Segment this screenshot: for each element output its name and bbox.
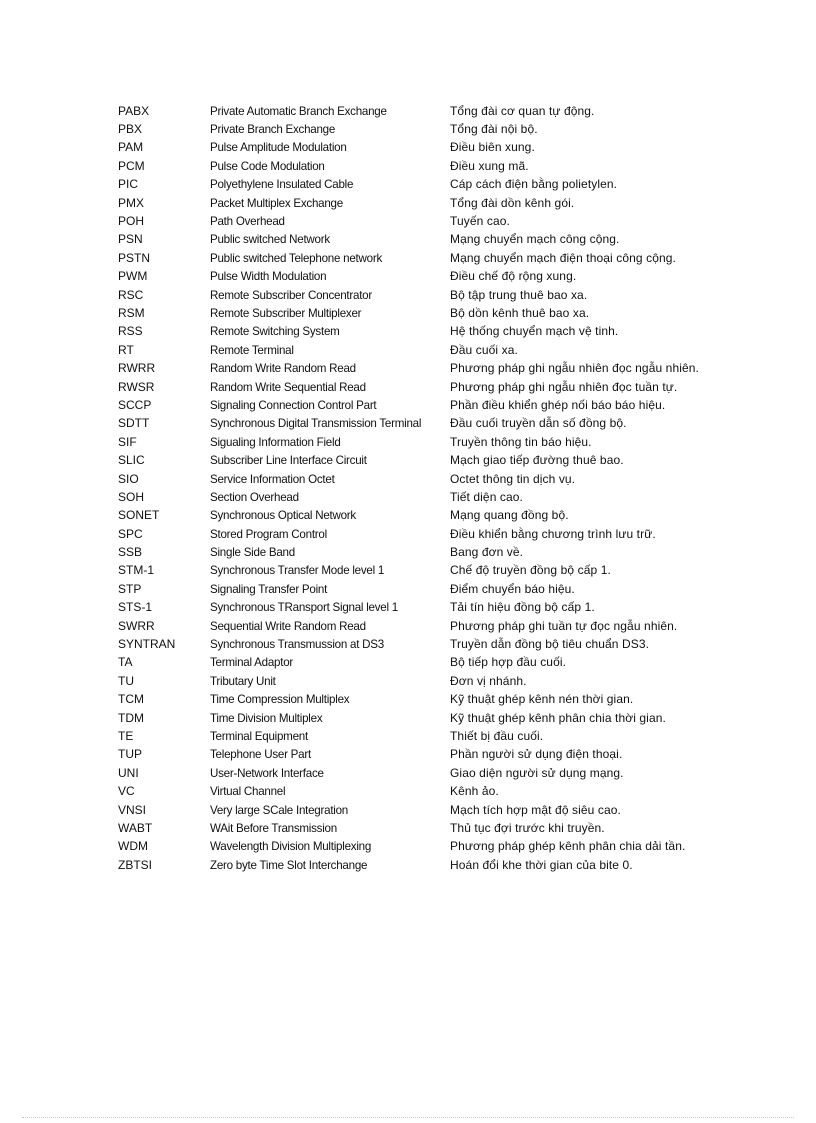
glossary-row	[118, 764, 710, 782]
abbreviation-cell: TUP	[118, 747, 142, 762]
footer-dotted-rule	[22, 1117, 794, 1118]
abbreviation-cell: VC	[118, 784, 135, 799]
full-term-cell: Pulse Code Modulation	[210, 159, 325, 173]
full-term-cell: Synchronous Transmussion at DS3	[210, 638, 384, 652]
glossary-row	[118, 543, 710, 561]
abbreviation-cell: STM-1	[118, 563, 154, 578]
glossary-row	[118, 525, 710, 543]
glossary-row	[118, 415, 710, 433]
abbreviation-cell: SLIC	[118, 453, 145, 468]
vietnamese-term-cell: Hoán đổi khe thời gian của bite 0.	[450, 857, 633, 872]
glossary-row	[118, 654, 710, 672]
abbreviation-cell: UNI	[118, 765, 139, 780]
full-term-cell: Synchronous TRansport Signal level 1	[210, 601, 398, 615]
full-term-cell: Random Write Sequential Read	[210, 380, 366, 394]
vietnamese-term-cell: Tải tín hiệu đồng bộ cấp 1.	[450, 600, 595, 615]
glossary-row	[118, 341, 710, 359]
abbreviation-cell: WABT	[118, 820, 153, 835]
full-term-cell: Subscriber Line Interface Circuit	[210, 454, 367, 468]
abbreviation-cell: SIF	[118, 434, 137, 449]
abbreviation-cell: SSB	[118, 545, 143, 560]
full-term-cell: Tributary Unit	[210, 674, 276, 688]
abbreviation-cell: TE	[118, 728, 134, 743]
abbreviation-cell: SDTT	[118, 416, 150, 431]
glossary-row	[118, 304, 710, 322]
full-term-cell: Section Overhead	[210, 490, 299, 504]
vietnamese-term-cell: Tuyến cao.	[450, 214, 510, 229]
vietnamese-term-cell: Đơn vị nhánh.	[450, 673, 527, 688]
abbreviation-cell: STP	[118, 581, 142, 596]
vietnamese-term-cell: Chế độ truyền đồng bộ cấp 1.	[450, 563, 611, 578]
vietnamese-term-cell: Đầu cuối xa.	[450, 342, 518, 357]
glossary-row	[118, 102, 710, 120]
glossary-row	[118, 507, 710, 525]
vietnamese-term-cell: Mạch giao tiếp đường thuê bao.	[450, 453, 624, 468]
glossary-row	[118, 139, 710, 157]
glossary-row	[118, 323, 710, 341]
full-term-cell: Stored Program Control	[210, 527, 327, 541]
vietnamese-term-cell: Phần điều khiển ghép nối báo báo hiệu.	[450, 397, 666, 412]
vietnamese-term-cell: Hệ thống chuyển mạch vệ tinh.	[450, 324, 619, 339]
abbreviation-cell: VNSI	[118, 802, 147, 817]
full-term-cell: Remote Terminal	[210, 343, 294, 357]
full-term-cell: Telephone User Part	[210, 748, 311, 762]
vietnamese-term-cell: Bang đơn về.	[450, 545, 524, 560]
full-term-cell: Remote Subscriber Concentrator	[210, 288, 372, 302]
full-term-cell: Terminal Adaptor	[210, 656, 293, 670]
glossary-row	[118, 782, 710, 800]
vietnamese-term-cell: Phương pháp ghi ngẫu nhiên đọc ngẫu nhiên.	[450, 361, 699, 376]
glossary-row	[118, 801, 710, 819]
vietnamese-term-cell: Thiết bị đầu cuối.	[450, 728, 544, 743]
vietnamese-term-cell: Kỹ thuật ghép kênh phân chia thời gian.	[450, 710, 666, 725]
full-term-cell: Signaling Transfer Point	[210, 582, 328, 596]
abbreviation-cell: TDM	[118, 710, 144, 725]
glossary-row	[118, 194, 710, 212]
glossary-row	[118, 819, 710, 837]
glossary-row	[118, 120, 710, 138]
vietnamese-term-cell: Truyền thông tin báo hiệu.	[450, 434, 592, 449]
abbreviation-cell: WDM	[118, 839, 148, 854]
glossary-body	[118, 102, 710, 874]
vietnamese-term-cell: Truyền dẫn đồng bộ tiêu chuẩn DS3.	[450, 637, 650, 652]
full-term-cell: Private Automatic Branch Exchange	[210, 104, 387, 118]
glossary-row	[118, 617, 710, 635]
full-term-cell: Sequential Write Random Read	[210, 619, 366, 633]
abbreviation-cell: TCM	[118, 692, 144, 707]
glossary-row	[118, 672, 710, 690]
vietnamese-term-cell: Điều chế độ rộng xung.	[450, 269, 577, 284]
vietnamese-term-cell: Mạng chuyển mạch công cộng.	[450, 232, 620, 247]
abbreviation-cell: RSC	[118, 287, 144, 302]
full-term-cell: User-Network Interface	[210, 766, 324, 780]
full-term-cell: Time Compression Multiplex	[210, 693, 350, 707]
full-term-cell: Pulse Amplitude Modulation	[210, 141, 347, 155]
full-term-cell: Remote Switching System	[210, 325, 340, 339]
abbreviation-cell: ZBTSI	[118, 857, 153, 872]
full-term-cell: Private Branch Exchange	[210, 123, 336, 137]
glossary-row	[118, 249, 710, 267]
vietnamese-term-cell: Phương pháp ghi tuần tự đọc ngẫu nhiên.	[450, 618, 678, 633]
glossary-row	[118, 562, 710, 580]
full-term-cell: Signaling Connection Control Part	[210, 398, 377, 412]
abbreviation-cell: PSTN	[118, 250, 151, 265]
abbreviation-cell: POH	[118, 214, 145, 229]
vietnamese-term-cell: Bộ tiếp hợp đầu cuối.	[450, 655, 567, 670]
abbreviation-cell: RSM	[118, 305, 145, 320]
full-term-cell: Packet Multiplex Exchange	[210, 196, 343, 210]
vietnamese-term-cell: Tiết diện cao.	[450, 489, 523, 504]
glossary-row	[118, 231, 710, 249]
full-term-cell: Public switched Network	[210, 233, 330, 247]
glossary-row	[118, 433, 710, 451]
abbreviation-cell: RWSR	[118, 379, 155, 394]
glossary-row	[118, 286, 710, 304]
full-term-cell: Terminal Equipment	[210, 729, 308, 743]
abbreviation-cell: TU	[118, 673, 134, 688]
vietnamese-term-cell: Mạng quang đồng bộ.	[450, 508, 569, 523]
abbreviation-cell: PSN	[118, 232, 143, 247]
full-term-cell: WAit Before Transmission	[210, 821, 337, 835]
glossary-row	[118, 268, 710, 286]
abbreviation-cell: RSS	[118, 324, 143, 339]
vietnamese-term-cell: Điểm chuyển báo hiệu.	[450, 581, 575, 596]
full-term-cell: Time Division Multiplex	[210, 711, 323, 725]
abbreviation-cell: SPC	[118, 526, 143, 541]
vietnamese-term-cell: Tổng đài nội bộ.	[450, 122, 538, 137]
abbreviation-cell: RWRR	[118, 361, 156, 376]
vietnamese-term-cell: Phương pháp ghép kênh phân chia dải tần.	[450, 839, 686, 854]
abbreviation-cell: SOH	[118, 489, 145, 504]
full-term-cell: Public switched Telephone network	[210, 251, 382, 265]
full-term-cell: Pulse Width Modulation	[210, 270, 327, 284]
glossary-row	[118, 396, 710, 414]
abbreviation-cell: SYNTRAN	[118, 637, 176, 652]
vietnamese-term-cell: Bộ dồn kênh thuê bao xa.	[450, 305, 590, 320]
vietnamese-term-cell: Phần người sử dụng điện thoại.	[450, 747, 623, 762]
full-term-cell: Very large SCale Integration	[210, 803, 349, 817]
vietnamese-term-cell: Bộ tập trung thuê bao xa.	[450, 287, 588, 302]
vietnamese-term-cell: Phương pháp ghi ngẫu nhiên đọc tuần tự.	[450, 379, 678, 394]
abbreviation-cell: SONET	[118, 508, 160, 523]
vietnamese-term-cell: Cáp cách điện bằng polietylen.	[450, 177, 618, 192]
glossary-row	[118, 488, 710, 506]
glossary-row	[118, 359, 710, 377]
full-term-cell: Sigualing Information Field	[210, 435, 341, 449]
abbreviation-cell: PABX	[118, 103, 150, 118]
full-term-cell: Wavelength Division Multiplexing	[210, 840, 372, 854]
glossary-row	[118, 635, 710, 653]
full-term-cell: Path Overhead	[210, 215, 285, 229]
abbreviation-cell: RT	[118, 342, 134, 357]
abbreviation-cell: PMX	[118, 195, 145, 210]
abbreviation-cell: PIC	[118, 177, 139, 192]
vietnamese-term-cell: Mạng chuyển mạch điện thoại công cộng.	[450, 250, 676, 265]
glossary-row	[118, 580, 710, 598]
glossary-row	[118, 727, 710, 745]
abbreviation-cell: PCM	[118, 158, 145, 173]
abbreviation-cell: TA	[118, 655, 133, 670]
abbreviation-cell: SWRR	[118, 618, 155, 633]
vietnamese-term-cell: Mạch tích hợp mật độ siêu cao.	[450, 802, 621, 817]
glossary-row	[118, 212, 710, 230]
full-term-cell: Remote Subscriber Multiplexer	[210, 306, 362, 320]
abbreviation-cell: SCCP	[118, 397, 152, 412]
abbreviation-cell: SIO	[118, 471, 139, 486]
vietnamese-term-cell: Kỹ thuật ghép kênh nén thời gian.	[450, 692, 634, 707]
vietnamese-term-cell: Octet thông tin dịch vụ.	[450, 471, 576, 486]
vietnamese-term-cell: Giao diện người sử dụng mạng.	[450, 765, 624, 780]
glossary-row	[118, 709, 710, 727]
glossary-row	[118, 470, 710, 488]
full-term-cell: Random Write Random Read	[210, 362, 356, 376]
vietnamese-term-cell: Tổng đài cơ quan tự động.	[450, 103, 595, 118]
glossary-row	[118, 157, 710, 175]
vietnamese-term-cell: Điều khiển bằng chương trình lưu trữ.	[450, 526, 656, 541]
glossary-row	[118, 691, 710, 709]
abbreviation-cell: PWM	[118, 269, 148, 284]
glossary-row	[118, 746, 710, 764]
vietnamese-term-cell: Kênh ảo.	[450, 784, 499, 799]
vietnamese-term-cell: Đầu cuối truyền dẫn số đồng bộ.	[450, 416, 627, 431]
full-term-cell: Service Information Octet	[210, 472, 335, 486]
glossary-row	[118, 176, 710, 194]
abbreviation-cell: PBX	[118, 122, 143, 137]
glossary-table	[118, 102, 710, 874]
abbreviation-cell: PAM	[118, 140, 144, 155]
vietnamese-term-cell: Tổng đài dồn kênh gói.	[450, 195, 575, 210]
vietnamese-term-cell: Điều biên xung.	[450, 140, 535, 155]
full-term-cell: Polyethylene Insulated Cable	[210, 178, 354, 192]
abbreviation-cell: STS-1	[118, 600, 153, 615]
vietnamese-term-cell: Thủ tục đợi trước khi truyền.	[450, 820, 605, 835]
full-term-cell: Synchronous Optical Network	[210, 509, 356, 523]
full-term-cell: Synchronous Digital Transmission Terminal	[210, 417, 422, 431]
full-term-cell: Synchronous Transfer Mode level 1	[210, 564, 385, 578]
glossary-row	[118, 599, 710, 617]
full-term-cell: Virtual Channel	[210, 785, 286, 799]
full-term-cell: Single Side Band	[210, 546, 295, 560]
full-term-cell: Zero byte Time Slot Interchange	[210, 858, 368, 872]
vietnamese-term-cell: Điều xung mã.	[450, 158, 529, 173]
glossary-row	[118, 838, 710, 856]
glossary-row	[118, 378, 710, 396]
glossary-row	[118, 451, 710, 469]
glossary-row	[118, 856, 710, 874]
